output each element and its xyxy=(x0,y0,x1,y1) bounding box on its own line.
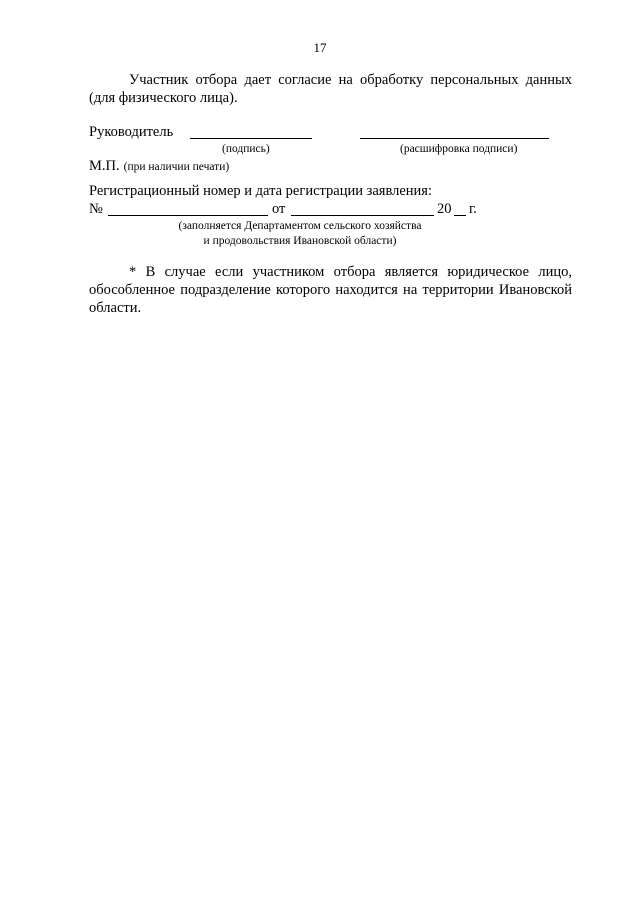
signature-caption: (подпись) xyxy=(222,143,270,155)
registration-caption-line1: (заполняется Департаментом сельского хозяйства xyxy=(178,220,422,232)
year-prefix: 20 xyxy=(437,201,452,217)
signature-line xyxy=(190,138,312,139)
registration-caption-line2: и продовольствия Ивановской области) xyxy=(203,235,397,247)
seal-row xyxy=(89,157,229,175)
number-line xyxy=(108,215,268,216)
registration-caption xyxy=(140,219,460,249)
year-suffix: г. xyxy=(469,201,477,217)
footnote-paragraph: * В случае если участником отбора является юридическое лицо, обособленное подразделение которого находится на территории Ивановской области. xyxy=(89,264,572,316)
seal-label: М.П. xyxy=(89,158,120,174)
registration-title: Регистрационный номер и дата регистрации заявления: xyxy=(89,183,432,199)
year-line xyxy=(454,215,466,216)
number-sign: № xyxy=(89,201,103,217)
consent-paragraph: Участник отбора дает согласие на обработку персональных данных (для физического лица). xyxy=(89,72,572,106)
seal-caption: (при наличии печати) xyxy=(123,161,230,173)
decoding-line xyxy=(360,138,549,139)
head-label: Руководитель xyxy=(89,124,174,140)
page-number: 17 xyxy=(313,40,327,55)
from-label: от xyxy=(272,201,286,217)
date-line xyxy=(291,215,434,216)
decoding-caption: (расшифровка подписи) xyxy=(400,143,518,155)
